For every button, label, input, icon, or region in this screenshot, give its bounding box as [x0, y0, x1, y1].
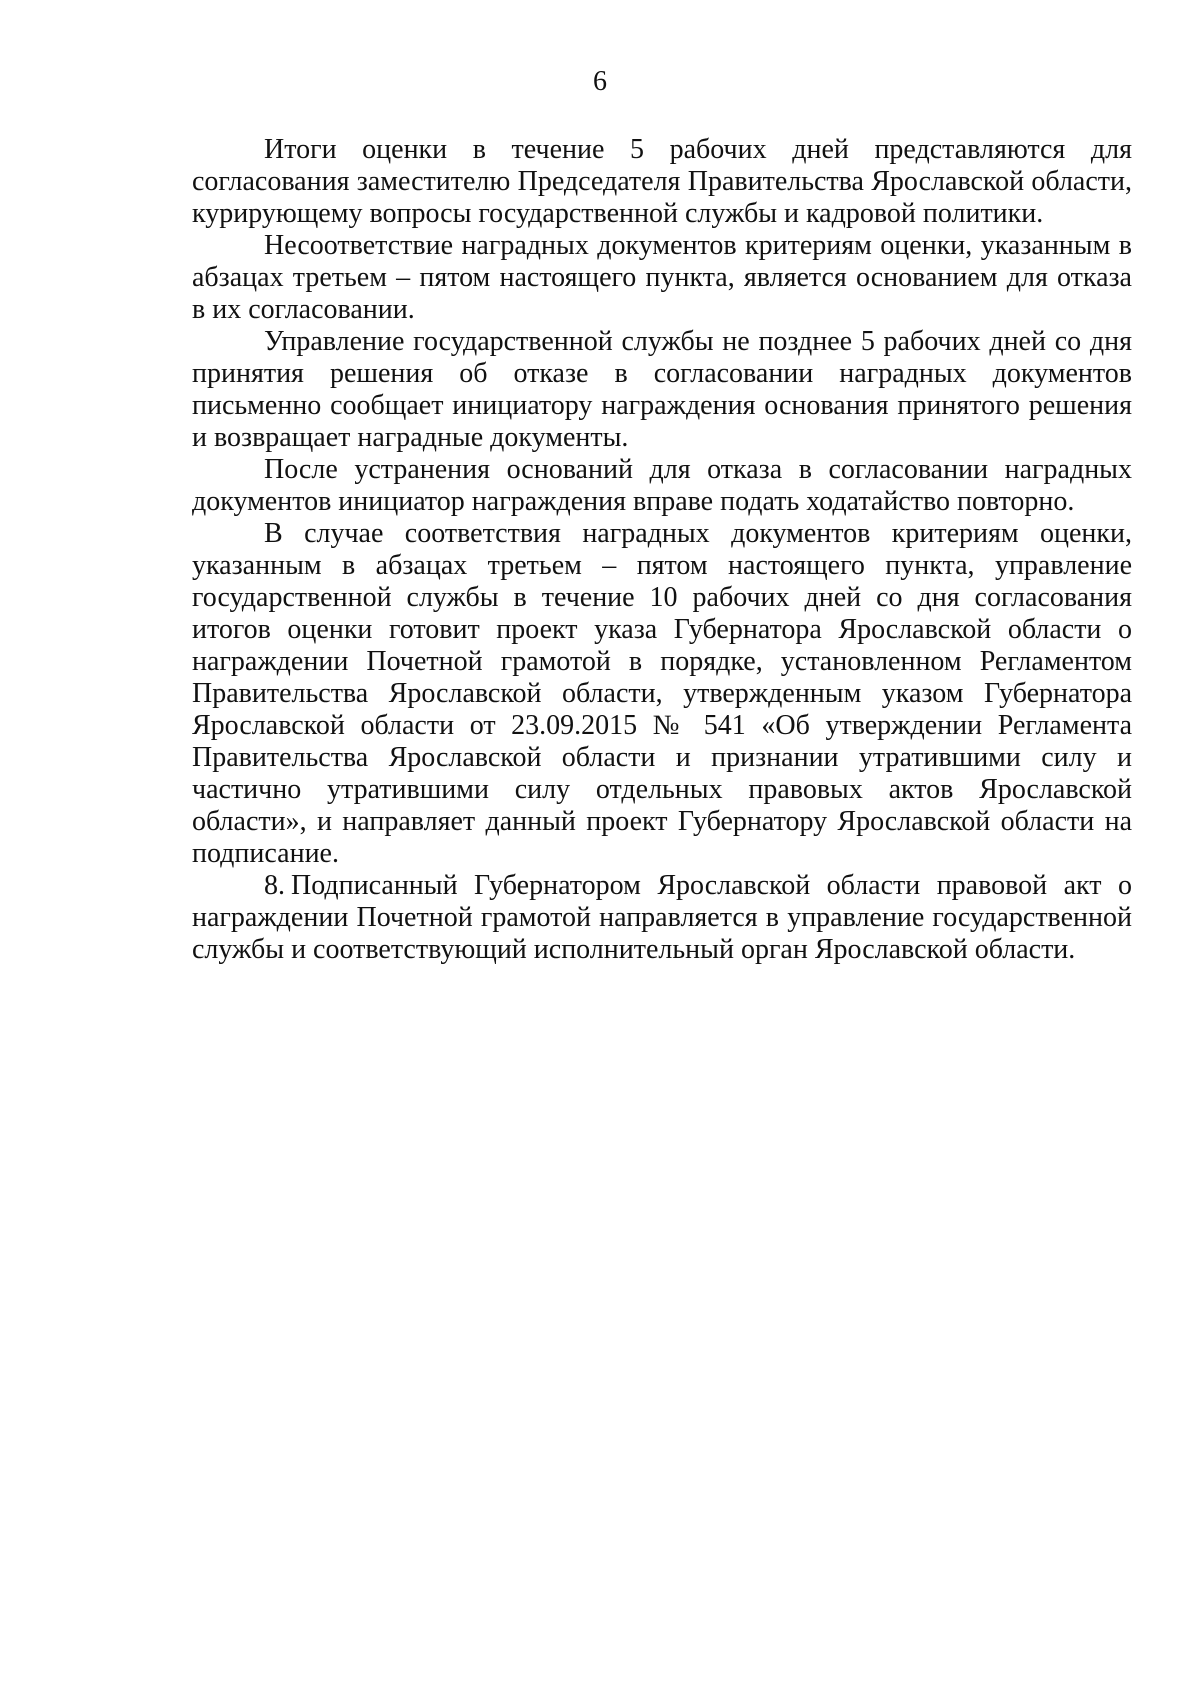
paragraph-refusal-grounds: Несоответствие наградных документов критериям оценки, указанным в абзацах третьем – пятом настоящего пункта, является основанием для отказа в их согласовании.: [192, 230, 1132, 325]
paragraph-item-8: [192, 870, 1132, 966]
document-body: [192, 134, 1132, 966]
paragraph-decree-preparation: В случае соответствия наградных документов критериям оценки, указанным в абзацах третьем – пятом настоящего пункта, управление государственной службы в течение 10 рабочих дней со дня согласования итогов оценки готовит проект указа Губернатора Ярославской области о награждении Почетной грамотой в порядке, установленном Регламентом Правительства Ярославской области, утвержденным указом Губернатора Ярославской области от 23.09.2015 № 541 «Об утверждении Регламента Правительства Ярославской области и признании утратившими силу и частично утратившими силу отдельных правовых актов Ярославской области», и направляет данный проект Губернатору Ярославской области на подписание.: [192, 518, 1132, 869]
item-8-text: Подписанный Губернатором Ярославской области правовой акт о награждении Почетной грамотой направляется в управление государственной службы и соответствующий исполнительный орган Ярославской области.: [192, 870, 1132, 965]
paragraph-refusal-notification: Управление государственной службы не позднее 5 рабочих дней со дня принятия решения об отказе в согласовании наградных документов письменно сообщает инициатору награждения основания принятого решения и возвращает наградные документы.: [192, 326, 1132, 453]
page-number: 6: [593, 66, 607, 97]
item-number: 8.: [264, 870, 285, 901]
paragraph-evaluation-results: Итоги оценки в течение 5 рабочих дней представляются для согласования заместителю Председателя Правительства Ярославской области, курирующему вопросы государственной службы и кадровой политики.: [192, 134, 1132, 229]
paragraph-resubmission: После устранения оснований для отказа в согласовании наградных документов инициатор награждения вправе подать ходатайство повторно.: [192, 454, 1132, 517]
